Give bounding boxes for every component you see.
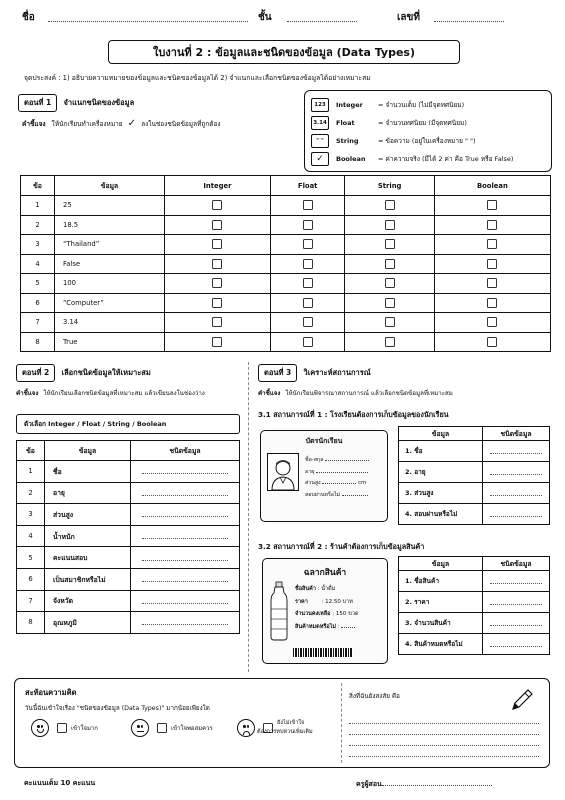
col-string: String: [345, 176, 434, 196]
cell-string: [345, 313, 434, 333]
choices-box: ตัวเลือก Integer / Float / String / Boolean: [16, 414, 240, 434]
col-integer: Integer: [165, 176, 271, 196]
row-value: “Thailand”: [55, 235, 165, 255]
check-icon: ✓: [127, 118, 137, 129]
part2-table: [16, 440, 240, 634]
name-label: ชื่อ: [22, 12, 35, 23]
row-number: 6: [17, 568, 45, 590]
table-row: [399, 592, 550, 613]
cell-string: [345, 196, 434, 216]
table-row: [21, 235, 551, 255]
card-field-name: ชื่อ-สกุล: [305, 457, 324, 463]
legend-float: [311, 114, 545, 132]
situation2-title: 3.2 สถานการณ์ที่ 2 : ร้านค้าต้องการเก็บข้อมูลสินค้า: [258, 542, 425, 551]
cell-integer: [165, 274, 271, 294]
legend-integer-desc: = จำนวนเต็ม (ไม่มีจุดทศนิยม): [378, 101, 465, 109]
situation1-header-row: [399, 427, 550, 441]
quote-icon: " ": [311, 134, 329, 148]
row-value: 100: [55, 274, 165, 294]
table-row: [399, 483, 550, 504]
row-number: 2: [17, 482, 45, 504]
row-value: 3. ส่วนสูง: [399, 483, 483, 504]
part1-header-row: [21, 176, 551, 196]
answer-cell[interactable]: [483, 613, 550, 634]
row-value: ส่วนสูง: [45, 504, 131, 526]
teacher-text: ครูผู้สอน: [356, 780, 382, 788]
card-field-height: ส่วนสูง: [305, 480, 321, 486]
checkbox-float[interactable]: [303, 220, 313, 230]
part2-instruction: [16, 388, 246, 398]
table-row: [21, 215, 551, 235]
checkbox-boolean[interactable]: [487, 337, 497, 347]
col-type: ชนิดข้อมูล: [483, 427, 550, 441]
row-value: 2. อายุ: [399, 462, 483, 483]
sad-face-icon: [237, 719, 255, 737]
part1-badge: ตอนที่ 1: [18, 94, 57, 112]
cell-float: [270, 313, 345, 333]
product-field-stock-value: : 150 ขวด: [332, 611, 359, 617]
number-field[interactable]: [434, 12, 504, 22]
product-field-name-value: : น้ำดื่ม: [317, 586, 336, 592]
option3-label: [257, 719, 313, 737]
number-label: เลขที่: [397, 12, 420, 23]
row-number: 1: [21, 196, 55, 216]
worksheet-title: ใบงานที่ 2 : ข้อมูลและชนิดของข้อมูล (Data Types): [108, 40, 460, 64]
row-value: 3. จำนวนสินค้า: [399, 613, 483, 634]
option2-label: เข้าใจพอสมควร: [171, 725, 213, 732]
score-text: คะแนนเต็ม 10 คะแนน: [24, 779, 96, 787]
part3-instr-text: ให้นักเรียนพิจารณาสถานการณ์ แล้วเลือกชนิดข้อมูลที่เหมาะสม: [285, 390, 453, 397]
answer-cell[interactable]: [131, 568, 240, 590]
type-legend: [304, 90, 552, 172]
checkbox-check-icon: ✓: [311, 152, 329, 166]
happy-face-icon: [31, 719, 49, 737]
option-understand-well[interactable]: [31, 719, 98, 737]
legend-string-name: String: [336, 137, 359, 145]
checkbox-float[interactable]: [303, 298, 313, 308]
cell-boolean: [434, 274, 550, 294]
part1-instr-label: คำชี้แจง: [22, 120, 46, 128]
answer-line[interactable]: [142, 509, 228, 517]
col-boolean: Boolean: [434, 176, 550, 196]
checkbox-boolean[interactable]: [487, 278, 497, 288]
cell-float: [270, 332, 345, 352]
answer-cell[interactable]: [483, 504, 550, 525]
neutral-face-icon: [131, 719, 149, 737]
situation1-table: [398, 426, 550, 525]
row-value: 2. ราคา: [399, 592, 483, 613]
student-card-fields: [305, 455, 369, 501]
part1-instr-b: ลงในช่องชนิดข้อมูลที่ถูกต้อง: [141, 120, 221, 128]
col-data: ข้อมูล: [399, 427, 483, 441]
answer-cell[interactable]: [483, 462, 550, 483]
checkbox-boolean[interactable]: [487, 239, 497, 249]
cell-string: [345, 235, 434, 255]
part1-table: [20, 175, 551, 352]
row-value: 18.5: [55, 215, 165, 235]
table-row: [17, 612, 240, 634]
row-number: 1: [17, 461, 45, 483]
col-type: ชนิดข้อมูล: [131, 441, 240, 461]
cell-boolean: [434, 254, 550, 274]
table-row: [399, 462, 550, 483]
answer-line[interactable]: [142, 488, 228, 496]
card-height-unit: cm: [358, 480, 367, 486]
part2-header-row: [17, 441, 240, 461]
table-row: [17, 525, 240, 547]
cell-float: [270, 274, 345, 294]
row-value: False: [55, 254, 165, 274]
card-field-age: อายุ: [305, 468, 315, 475]
row-value: ชื่อ: [45, 461, 131, 483]
student-card-title: บัตรนักเรียน: [305, 437, 343, 445]
row-value: อุณหภูมิ: [45, 612, 131, 634]
checkbox-string[interactable]: [385, 220, 395, 230]
legend-string: [311, 132, 545, 150]
checkbox-string[interactable]: [385, 278, 395, 288]
checkbox-float[interactable]: [303, 200, 313, 210]
cell-integer: [165, 313, 271, 333]
cell-float: [270, 215, 345, 235]
checkbox-boolean[interactable]: [487, 220, 497, 230]
product-label-title: ฉลากสินค้า: [303, 568, 347, 578]
product-field-price: ราคา: [295, 598, 308, 605]
col-float: Float: [270, 176, 345, 196]
answer-line[interactable]: [490, 509, 543, 517]
checkbox-boolean[interactable]: [487, 317, 497, 327]
table-row: [399, 613, 550, 634]
table-row: [21, 274, 551, 294]
part1-instr-a: ให้นักเรียนทำเครื่องหมาย: [51, 120, 123, 128]
situation1-title: 3.1 สถานการณ์ที่ 1 : โรงเรียนต้องการเก็บข้อมูลของนักเรียน: [258, 410, 449, 419]
cell-float: [270, 196, 345, 216]
row-number: 3: [21, 235, 55, 255]
legend-string-desc: = ข้อความ (อยู่ในเครื่องหมาย " "): [378, 137, 476, 145]
checkbox-float[interactable]: [303, 337, 313, 347]
class-label: ชั้น: [258, 12, 272, 23]
answer-cell[interactable]: [483, 441, 550, 462]
checkbox-integer[interactable]: [212, 278, 222, 288]
checkbox-float[interactable]: [303, 317, 313, 327]
row-number: 4: [17, 525, 45, 547]
table-row: [21, 313, 551, 333]
cell-integer: [165, 196, 271, 216]
part3-instr-label: คำชี้แจง: [258, 390, 281, 397]
teacher-label: [356, 778, 492, 790]
reflection-question: วันนี้ฉันเข้าใจเรื่อง "ชนิดของข้อมูล (Data Types)" มากน้อยเพียงใด: [25, 705, 210, 712]
answer-cell[interactable]: [131, 525, 240, 547]
reflection-box: [14, 678, 550, 768]
part3-badge: ตอนที่ 3: [258, 364, 297, 382]
part2-instr-label: คำชี้แจง: [16, 390, 39, 397]
checkbox-string[interactable]: [385, 337, 395, 347]
option2-checkbox[interactable]: [157, 723, 167, 733]
answer-cell[interactable]: [483, 483, 550, 504]
cell-string: [345, 254, 434, 274]
answer-line[interactable]: [490, 597, 543, 605]
reflection-title: สะท้อนความคิด: [25, 688, 77, 697]
legend-integer-name: Integer: [336, 101, 363, 109]
part2-heading: [16, 364, 151, 382]
answer-line[interactable]: [142, 617, 228, 625]
table-row: [17, 461, 240, 483]
doubt-lines[interactable]: [349, 713, 539, 757]
part2-title: เลือกชนิดข้อมูลให้เหมาะสม: [61, 368, 151, 377]
cell-integer: [165, 332, 271, 352]
row-value: 4. สินค้าหมดหรือไม่: [399, 634, 483, 655]
cell-boolean: [434, 313, 550, 333]
checkbox-float[interactable]: [303, 239, 313, 249]
option-not-understand[interactable]: [237, 719, 313, 737]
row-value: จังหวัด: [45, 590, 131, 612]
row-number: 5: [21, 274, 55, 294]
situation2-table: [398, 556, 550, 655]
product-label-card: [262, 558, 388, 664]
answer-cell[interactable]: [483, 634, 550, 655]
answer-cell[interactable]: [483, 592, 550, 613]
part1-instruction: [22, 118, 221, 129]
answer-cell[interactable]: [483, 571, 550, 592]
table-row: [399, 504, 550, 525]
row-value: อายุ: [45, 482, 131, 504]
row-number: 7: [17, 590, 45, 612]
row-value: 25: [55, 196, 165, 216]
row-number: 4: [21, 254, 55, 274]
part3-instruction: [258, 388, 453, 398]
table-row: [399, 441, 550, 462]
part1-title: จำแนกชนิดของข้อมูล: [63, 98, 135, 107]
answer-line[interactable]: [490, 488, 543, 496]
product-field-soldout: สินค้าหมดหรือไม่: [295, 623, 336, 630]
table-row: [17, 547, 240, 569]
answer-cell[interactable]: [131, 482, 240, 504]
float-icon: 3.14: [311, 116, 329, 130]
row-value: น้ำหนัก: [45, 525, 131, 547]
barcode-icon: [293, 648, 353, 657]
row-number: 2: [21, 215, 55, 235]
cell-string: [345, 274, 434, 294]
cell-boolean: [434, 215, 550, 235]
part3-title: วิเคราะห์สถานการณ์: [303, 368, 371, 377]
row-number: 3: [17, 504, 45, 526]
col-no: ข้อ: [21, 176, 55, 196]
row-number: 8: [17, 612, 45, 634]
option1-checkbox[interactable]: [57, 723, 67, 733]
reflection-divider: [341, 683, 342, 763]
legend-float-name: Float: [336, 119, 355, 127]
cell-boolean: [434, 235, 550, 255]
answer-line[interactable]: [142, 574, 228, 582]
row-value: เป็นสมาชิกหรือไม่: [45, 568, 131, 590]
student-avatar-icon: [268, 454, 298, 490]
answer-line[interactable]: [490, 639, 543, 647]
cell-integer: [165, 215, 271, 235]
cell-integer: [165, 293, 271, 313]
cell-float: [270, 235, 345, 255]
part1-heading: [18, 94, 134, 112]
table-row: [17, 504, 240, 526]
cell-float: [270, 293, 345, 313]
product-field-name: ชื่อสินค้า: [295, 586, 316, 592]
checkbox-string[interactable]: [385, 200, 395, 210]
checkbox-boolean[interactable]: [487, 298, 497, 308]
cell-boolean: [434, 332, 550, 352]
row-value: 1. ชื่อ: [399, 441, 483, 462]
checkbox-integer[interactable]: [212, 220, 222, 230]
checkbox-boolean[interactable]: [487, 200, 497, 210]
name-field[interactable]: [48, 12, 248, 22]
table-row: [21, 293, 551, 313]
cell-float: [270, 254, 345, 274]
checkbox-string[interactable]: [385, 298, 395, 308]
checkbox-boolean[interactable]: [487, 259, 497, 269]
col-data: ข้อมูล: [45, 441, 131, 461]
checkbox-string[interactable]: [385, 239, 395, 249]
product-field-stock: จำนวนคงเหลือ: [295, 611, 331, 617]
answer-cell[interactable]: [131, 504, 240, 526]
col-no: ข้อ: [17, 441, 45, 461]
legend-float-desc: = จำนวนทศนิยม (มีจุดทศนิยม): [378, 119, 467, 127]
water-bottle-icon: [269, 581, 289, 641]
situation2-header-row: [399, 557, 550, 571]
table-row: [21, 254, 551, 274]
pencil-icon: [509, 687, 535, 713]
row-number: 6: [21, 293, 55, 313]
col-data: ข้อมูล: [55, 176, 165, 196]
answer-cell[interactable]: [131, 590, 240, 612]
col-type: ชนิดข้อมูล: [483, 557, 550, 571]
answer-cell[interactable]: [131, 547, 240, 569]
doubt-label: สิ่งที่ฉันยังสงสัย คือ: [349, 693, 400, 700]
table-row: [21, 332, 551, 352]
answer-cell[interactable]: [131, 612, 240, 634]
product-label-fields: [295, 583, 359, 633]
integer-icon: 123: [311, 98, 329, 112]
answer-line[interactable]: [490, 446, 543, 454]
legend-boolean-name: Boolean: [336, 155, 366, 163]
divider: [248, 362, 249, 672]
cell-string: [345, 332, 434, 352]
class-field[interactable]: [287, 12, 357, 22]
option1-label: เข้าใจมาก: [71, 725, 98, 732]
header-line: [22, 10, 543, 26]
table-row: [21, 196, 551, 216]
row-value: คะแนนสอบ: [45, 547, 131, 569]
checkbox-string[interactable]: [385, 317, 395, 327]
card-field-pass: สอบผ่านหรือไม่: [305, 491, 341, 498]
checkbox-integer[interactable]: [212, 259, 222, 269]
row-value: 1. ชื่อสินค้า: [399, 571, 483, 592]
cell-boolean: [434, 293, 550, 313]
option3-label-b: ต้องการทบทวนเพิ่มเติม: [257, 729, 313, 735]
answer-line[interactable]: [490, 576, 543, 584]
col-data: ข้อมูล: [399, 557, 483, 571]
student-photo: [267, 453, 299, 491]
row-value: 3.14: [55, 313, 165, 333]
option-understand-fair[interactable]: [131, 719, 213, 737]
table-row: [17, 568, 240, 590]
checkbox-integer[interactable]: [212, 239, 222, 249]
cell-boolean: [434, 196, 550, 216]
checkbox-float[interactable]: [303, 278, 313, 288]
cell-integer: [165, 235, 271, 255]
answer-line[interactable]: [490, 467, 543, 475]
answer-cell[interactable]: [131, 461, 240, 483]
row-number: 5: [17, 547, 45, 569]
legend-boolean: [311, 150, 545, 168]
row-value: True: [55, 332, 165, 352]
checkbox-integer[interactable]: [212, 200, 222, 210]
product-field-soldout-value: :: [337, 623, 340, 630]
purpose-text: จุดประสงค์ : 1) อธิบายความหมายของข้อมูลและชนิดของข้อมูลได้ 2) จำแนกและเลือกชนิดของข้อมูลได้อย่างเหมาะสม: [24, 74, 371, 82]
part3-heading: [258, 364, 371, 382]
row-value: “Computer”: [55, 293, 165, 313]
checkbox-float[interactable]: [303, 259, 313, 269]
checkbox-integer[interactable]: [212, 337, 222, 347]
option3-label-a: ยังไม่เข้าใจ: [277, 720, 305, 726]
table-row: [399, 634, 550, 655]
checkbox-integer[interactable]: [212, 298, 222, 308]
table-row: [17, 482, 240, 504]
answer-line[interactable]: [142, 531, 228, 539]
table-row: [399, 571, 550, 592]
cell-string: [345, 215, 434, 235]
student-card: [260, 430, 388, 522]
cell-string: [345, 293, 434, 313]
answer-line[interactable]: [142, 466, 228, 474]
answer-line[interactable]: [142, 596, 228, 604]
cell-integer: [165, 254, 271, 274]
answer-line[interactable]: [490, 618, 543, 626]
legend-boolean-desc: = ค่าความจริง (มีได้ 2 ค่า คือ True หรือ False): [378, 155, 514, 163]
row-value: 4. สอบผ่านหรือไม่: [399, 504, 483, 525]
product-field-price-value: : 12.50 บาท: [321, 598, 353, 605]
checkbox-string[interactable]: [385, 259, 395, 269]
part2-badge: ตอนที่ 2: [16, 364, 55, 382]
table-row: [17, 590, 240, 612]
answer-line[interactable]: [142, 553, 228, 561]
row-number: 7: [21, 313, 55, 333]
row-number: 8: [21, 332, 55, 352]
legend-integer: [311, 96, 545, 114]
checkbox-integer[interactable]: [212, 317, 222, 327]
part2-instr-text: ให้นักเรียนเลือกชนิดข้อมูลที่เหมาะสม แล้วเขียนลงในช่องว่าง: [43, 390, 205, 397]
